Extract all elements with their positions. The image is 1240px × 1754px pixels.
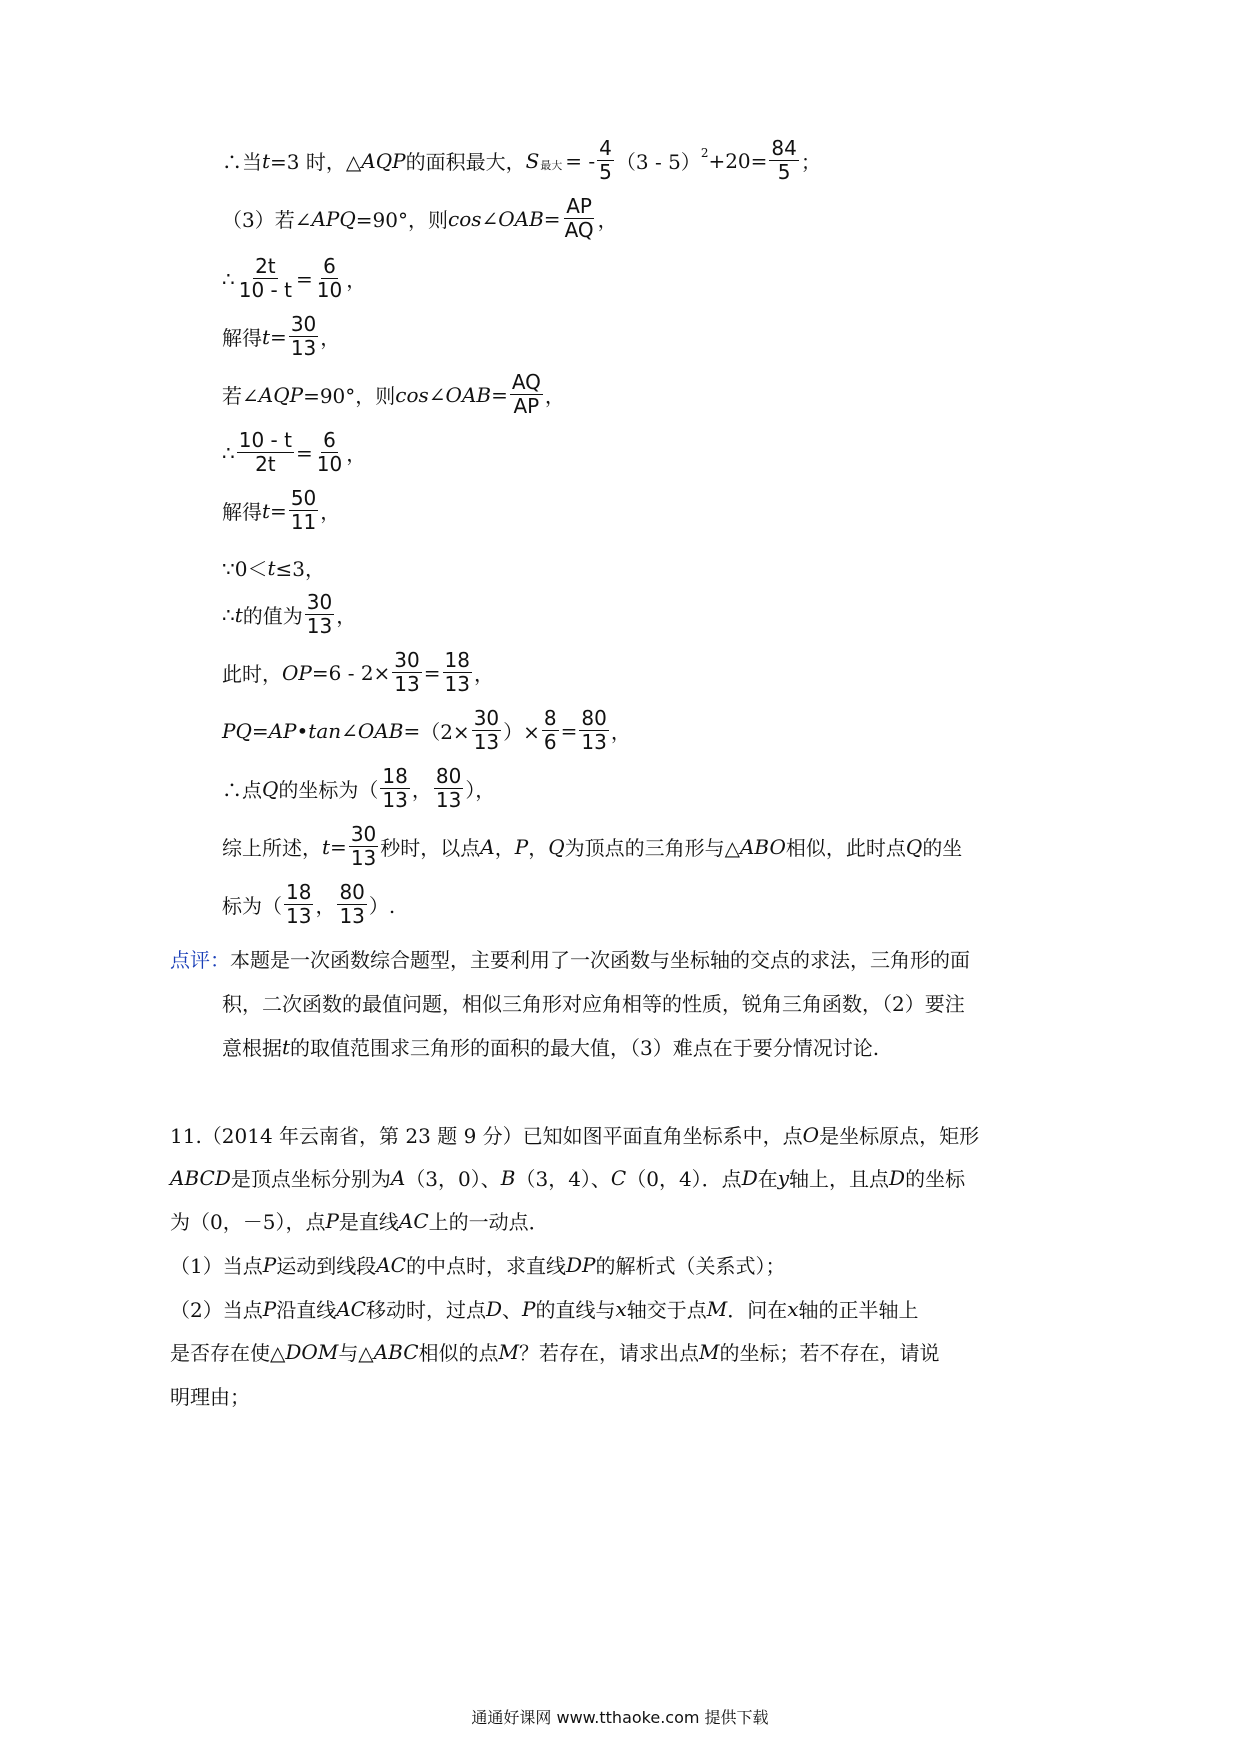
denominator: 13: [473, 730, 500, 754]
text: ，: [494, 836, 515, 860]
comment-line-2: [222, 988, 965, 1017]
numerator: 8: [543, 706, 557, 730]
text: ∴: [222, 602, 235, 627]
text: ，: [346, 268, 367, 292]
fraction: [510, 372, 543, 417]
var-d: D: [741, 1165, 758, 1190]
var-o: O: [802, 1122, 820, 1147]
denominator: 11: [290, 510, 317, 534]
text: 的坐标: [905, 1167, 966, 1191]
denominator: 13: [435, 788, 462, 812]
text: 为（0，－5），点: [170, 1210, 326, 1234]
text: 的中点时，求直线: [405, 1254, 566, 1278]
text: =: [270, 498, 287, 523]
text: ）×: [503, 720, 540, 744]
denominator: 13: [350, 846, 377, 870]
text: ∴: [222, 266, 235, 291]
text: 为顶点的三角形与△: [564, 836, 740, 860]
fraction: [305, 592, 334, 637]
fraction: [289, 314, 318, 359]
var-p: P: [325, 1208, 339, 1233]
text: 解得: [222, 326, 262, 350]
fraction: [337, 882, 366, 927]
numerator: 18: [444, 648, 470, 672]
denominator: 13: [306, 614, 333, 638]
numerator: 4: [599, 136, 612, 160]
var-t: t: [262, 148, 271, 173]
text: 综上所述，: [222, 836, 322, 860]
text: 秒时，以点: [380, 836, 481, 860]
text: 若∠: [222, 384, 259, 408]
text: 的坐标；若不存在，请说: [719, 1341, 940, 1365]
denominator: 10: [316, 278, 343, 302]
fraction: [472, 708, 501, 753]
text: （3）若∠: [222, 208, 312, 232]
problem-line-2: [170, 1163, 965, 1192]
text: 上的一动点．: [428, 1210, 549, 1234]
numerator: 18: [286, 880, 312, 904]
text: 沿直线: [276, 1298, 337, 1322]
text: ，: [473, 662, 494, 686]
numerator: 50: [290, 486, 317, 510]
text: 、: [502, 1298, 522, 1322]
text: 是否存在使△: [170, 1341, 286, 1365]
denominator: AQ: [564, 218, 594, 242]
fraction: [542, 708, 559, 753]
fraction: [237, 430, 294, 475]
fraction: [289, 488, 318, 533]
text: 运动到线段: [276, 1254, 377, 1278]
fraction: [563, 196, 596, 241]
text: （3 - 5）: [615, 150, 701, 174]
text: +20=: [708, 148, 768, 173]
var-a: A: [480, 834, 495, 859]
var-dom: DOM: [285, 1339, 339, 1364]
var-y: y: [777, 1165, 790, 1190]
denominator: 10: [316, 452, 343, 476]
fraction: [769, 138, 798, 183]
text: 此时，: [222, 662, 282, 686]
fraction: [443, 650, 472, 695]
var-ac: AC: [376, 1252, 406, 1277]
text: 相似，此时点: [785, 836, 906, 860]
denominator: 13: [290, 336, 317, 360]
solution-line-7: [222, 488, 340, 533]
text: （2）当点: [170, 1298, 263, 1322]
text: =: [423, 660, 441, 685]
numerator: 6: [323, 428, 336, 452]
text: 是顶点坐标分别为: [230, 1167, 391, 1191]
denominator: 13: [394, 672, 420, 696]
text: 11.（2014 年云南省，第 23 题 9 分）已知如图平面直角坐标系中，点: [170, 1124, 803, 1148]
text: ∴: [222, 440, 235, 465]
var-s: S: [525, 148, 540, 173]
var-d: D: [485, 1296, 502, 1321]
fraction: [349, 824, 378, 869]
fraction: [284, 882, 313, 927]
numerator: 84: [771, 136, 797, 160]
var-abcd: ABCD: [170, 1165, 231, 1190]
var-apq: APQ: [311, 206, 356, 231]
problem-line-3: [170, 1206, 549, 1235]
solution-line-12: [222, 766, 495, 811]
var-aqp: AQP: [258, 382, 304, 407]
text: =: [295, 266, 313, 291]
var-q: Q: [548, 834, 565, 859]
text: =90°，则: [355, 208, 448, 232]
text: ）.: [368, 894, 396, 918]
denominator: 13: [382, 788, 408, 812]
text: ，: [315, 894, 336, 918]
numerator: 30: [306, 590, 333, 614]
var-p: P: [262, 1252, 277, 1277]
var-x: x: [787, 1296, 799, 1321]
comment-line-3: [222, 1032, 879, 1061]
var-dp: DP: [565, 1252, 596, 1277]
var-p: P: [514, 834, 529, 859]
text: 在: [757, 1167, 778, 1191]
text: （3，0）、: [405, 1167, 501, 1191]
text: 与△: [338, 1341, 374, 1365]
text: 本题是一次函数综合题型，主要利用了一次函数与坐标轴的交点的求法，三角形的面: [230, 948, 970, 972]
var-t: t: [322, 834, 331, 859]
denominator: 5: [777, 160, 791, 184]
solution-line-6: [222, 430, 366, 475]
solution-line-2: [222, 196, 618, 241]
text: =90°，则: [303, 384, 396, 408]
denominator: 13: [286, 904, 312, 928]
text: ，: [320, 326, 341, 350]
text: ，: [336, 604, 357, 628]
text: 积，二次函数的最值问题，相似三角形对应角相等的性质，锐角三角函数，（2）要注: [222, 992, 965, 1016]
denominator: 10 - t: [238, 278, 292, 302]
text: （0，4）．点: [626, 1167, 742, 1191]
fraction: [380, 766, 409, 811]
fraction: [434, 766, 463, 811]
var-abo: ABO: [739, 834, 786, 859]
numerator: AP: [566, 194, 592, 218]
numerator: 2t: [255, 254, 276, 278]
text: 的面积最大，: [405, 150, 526, 174]
numerator: 30: [290, 312, 317, 336]
var-d: D: [889, 1165, 906, 1190]
solution-line-4: [222, 314, 340, 359]
fraction: [392, 650, 421, 695]
text: 标为（: [222, 894, 282, 918]
solution-line-11: [222, 708, 631, 753]
expr: cos∠OAB=: [448, 206, 561, 231]
numerator: 6: [323, 254, 336, 278]
expr: PQ=AP•tan∠OAB=: [222, 718, 421, 743]
problem-question-1: [170, 1250, 785, 1279]
var-aqp: AQP: [361, 148, 406, 173]
fraction: [315, 256, 344, 301]
denominator: 13: [444, 672, 470, 696]
problem-question-2-line-3: [170, 1381, 250, 1410]
text: =6 - 2×: [311, 660, 391, 685]
comment-line-1: [170, 944, 970, 973]
text: 轴交于点: [626, 1298, 707, 1322]
text: =: [295, 440, 313, 465]
text: ，: [610, 720, 631, 744]
solution-line-9: [222, 592, 356, 637]
text: （1）当点: [170, 1254, 263, 1278]
problem-question-2-line-2: [170, 1337, 940, 1366]
var-t: t: [282, 1034, 291, 1059]
var-x: x: [615, 1296, 627, 1321]
problem-question-2: [170, 1294, 919, 1323]
text: ∵0＜: [222, 557, 268, 581]
text: 的坐: [922, 836, 963, 860]
var-t: t: [262, 498, 271, 523]
denominator: 13: [339, 904, 365, 928]
text: ∴点: [222, 778, 262, 802]
text: =: [270, 324, 287, 349]
text: 的值为: [242, 604, 303, 628]
var-m: M: [706, 1296, 728, 1321]
numerator: 18: [382, 764, 408, 788]
page-footer: 通通好课网 www.tthaoke.com 提供下载: [471, 1708, 769, 1727]
numerator: 80: [339, 880, 365, 904]
text: 意根据: [222, 1036, 282, 1060]
numerator: AQ: [511, 370, 541, 394]
var-a: A: [390, 1165, 406, 1190]
var-ac: AC: [336, 1296, 366, 1321]
fraction: [315, 430, 344, 475]
var-abc: ABC: [373, 1339, 419, 1364]
text: 的坐标为（: [278, 778, 379, 802]
fraction: [597, 138, 614, 183]
solution-line-8: [222, 553, 325, 582]
var-p: P: [262, 1296, 277, 1321]
text: 的解析式（关系式）；: [595, 1254, 786, 1278]
text: ≤3，: [275, 557, 325, 581]
fraction: [237, 256, 294, 301]
text: （3，4）、: [515, 1167, 611, 1191]
text: = -: [565, 148, 596, 173]
text: 是直线: [338, 1210, 399, 1234]
expr: cos∠OAB=: [395, 382, 508, 407]
var-b: B: [500, 1165, 516, 1190]
solution-line-5: [222, 372, 565, 417]
text: 明理由；: [170, 1385, 250, 1409]
text: ，: [346, 442, 367, 466]
text: （2×: [420, 720, 470, 744]
text: 的取值范围求三角形的面积的最大值，（3）难点在于要分情况讨论.: [290, 1036, 880, 1060]
text: 相似的点: [418, 1341, 499, 1365]
var-t: t: [262, 324, 271, 349]
text: ∴当: [222, 150, 262, 174]
problem-line-1: [170, 1120, 979, 1149]
text: =: [330, 834, 347, 859]
numerator: 30: [394, 648, 420, 672]
text: 是坐标原点，矩形: [819, 1124, 980, 1148]
denominator: 5: [599, 160, 612, 184]
denominator: 2t: [255, 452, 276, 476]
numerator: 30: [350, 822, 377, 846]
text: =: [560, 718, 578, 743]
text: 移动时，过点: [365, 1298, 486, 1322]
text: ，: [528, 836, 549, 860]
text: 的直线与: [535, 1298, 616, 1322]
denominator: AP: [513, 394, 540, 418]
var-c: C: [610, 1165, 627, 1190]
denominator: 6: [543, 730, 557, 754]
solution-line-14: [222, 882, 395, 927]
numerator: 80: [581, 706, 607, 730]
solution-line-13: [222, 824, 962, 869]
text: ，: [320, 500, 341, 524]
var-m: M: [699, 1339, 720, 1364]
solution-line-3: [222, 256, 366, 301]
var-q: Q: [905, 834, 923, 859]
text: ；: [800, 150, 821, 174]
fraction: [579, 708, 608, 753]
var-q: Q: [262, 776, 279, 801]
subscript: 最大: [540, 158, 563, 172]
numerator: 80: [435, 764, 462, 788]
text: ？若存在，请求出点: [519, 1341, 700, 1365]
text: 解得: [222, 500, 262, 524]
var-m: M: [498, 1339, 520, 1364]
numerator: 10 - t: [238, 428, 292, 452]
text: 轴的正半轴上: [798, 1298, 919, 1322]
text: ，: [597, 208, 618, 232]
var-p: P: [522, 1296, 536, 1321]
text: ），: [465, 778, 496, 802]
var-op: OP: [282, 660, 312, 685]
solution-line-10: [222, 650, 494, 695]
text: ，: [544, 384, 565, 408]
superscript: 2: [700, 145, 709, 160]
comment-label: 点评：: [170, 948, 230, 972]
text: 轴上，且点: [789, 1167, 890, 1191]
numerator: 30: [473, 706, 500, 730]
solution-line-1: [222, 138, 821, 183]
text: ，: [411, 778, 432, 802]
denominator: 13: [581, 730, 607, 754]
var-t: t: [234, 602, 243, 627]
text: =3 时，△: [270, 150, 362, 174]
var-t: t: [267, 555, 276, 580]
var-ac: AC: [398, 1208, 429, 1233]
text: ．问在: [727, 1298, 788, 1322]
